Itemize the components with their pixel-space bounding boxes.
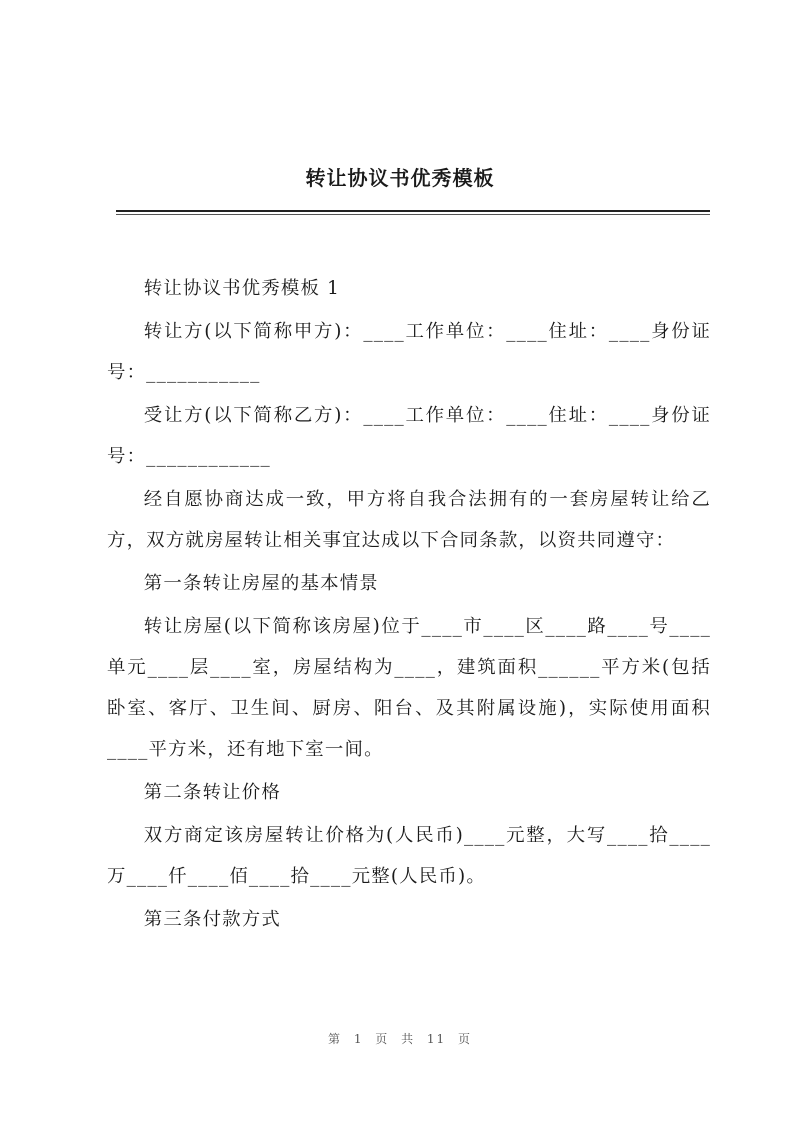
- transferee-info: 受让方(以下简称乙方)：____工作单位：____住址：____身份证号：____________: [107, 405, 711, 467]
- article-2-body: 双方商定该房屋转让价格为(人民币)____元整，大写____拾____万____仟____佰____拾____元整(人民币)。: [107, 825, 711, 887]
- title-divider-thin: [116, 214, 710, 215]
- transferor-info: 转让方(以下简称甲方)：____工作单位：____住址：____身份证号：___________: [107, 321, 711, 383]
- preamble-paragraph: 经自愿协商达成一致，甲方将自我合法拥有的一套房屋转让给乙方，双方就房屋转让相关事宜达成以下合同条款，以资共同遵守：: [107, 489, 711, 551]
- page-number-footer: 第 1 页 共 11 页: [328, 1032, 472, 1046]
- article-3-heading: 第三条付款方式: [143, 909, 281, 930]
- document-body: [107, 268, 711, 940]
- article-2-heading: 第二条转让价格: [143, 782, 281, 803]
- article-1-body: 转让房屋(以下简称该房屋)位于____市____区____路____号____单元____层____室，房屋结构为____，建筑面积______平方米(包括卧室、客厅、卫生间、厨房、阳台、及其附属设施)，实际使用面积____平方米，还有地下室一间。: [107, 616, 711, 760]
- document-title: 转让协议书优秀模板: [305, 166, 495, 190]
- article-1-heading: 第一条转让房屋的基本情景: [143, 573, 379, 594]
- title-divider: [116, 210, 710, 212]
- section-heading: 转让协议书优秀模板 1: [143, 278, 341, 299]
